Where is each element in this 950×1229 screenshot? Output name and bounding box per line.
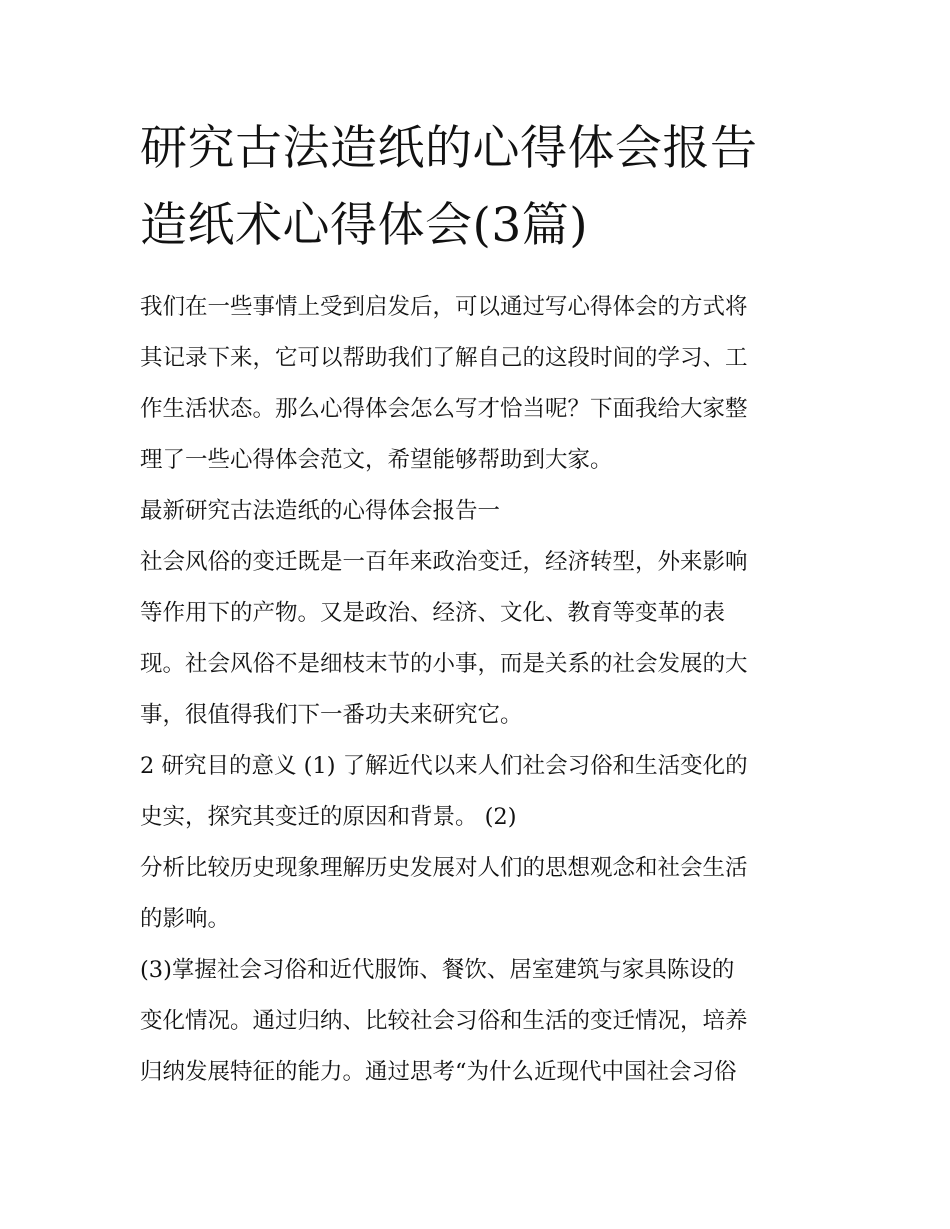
body-line: 现。社会风俗不是细枝末节的小事，而是关系的社会发展的大: [140, 651, 748, 677]
title-line: 研究古法造纸的心得体会报告: [140, 121, 758, 176]
body-line: 史实，探究其变迁的原因和背景。 (2): [140, 804, 517, 830]
body-line: 等作用下的产物。又是政治、经济、文化、教育等变革的表: [140, 600, 726, 626]
body-line: 归纳发展特征的能力。通过思考“为什么近现代中国社会习俗: [140, 1059, 737, 1085]
body-line: 变化情况。通过归纳、比较社会习俗和生活的变迁情况，培养: [140, 1008, 748, 1034]
body-line: 其记录下来，它可以帮助我们了解自己的这段时间的学习、工: [140, 345, 748, 371]
title-line: 造纸术心得体会(3篇): [140, 198, 589, 253]
body-line: 事，很值得我们下一番功夫来研究它。: [140, 702, 523, 728]
body-line: 我们在一些事情上受到启发后，可以通过写心得体会的方式将: [140, 294, 748, 320]
document-body: [140, 282, 812, 1098]
document-page: [140, 110, 812, 1098]
document-title: [140, 110, 812, 264]
body-line: 的影响。: [140, 906, 231, 932]
body-line: (3)掌握社会习俗和近代服饰、餐饮、居室建筑与家具陈设的: [140, 957, 735, 983]
body-line: 作生活状态。那么心得体会怎么写才恰当呢？下面我给大家整: [140, 396, 748, 422]
body-line: 社会风俗的变迁既是一百年来政治变迁，经济转型，外来影响: [140, 549, 748, 575]
body-line: 2 研究目的意义 (1) 了解近代以来人们社会习俗和生活变化的: [140, 753, 748, 779]
body-line: 理了一些心得体会范文，希望能够帮助到大家。: [140, 447, 613, 473]
section-heading: 最新研究古法造纸的心得体会报告一: [140, 498, 501, 524]
body-line: 分析比较历史现象理解历史发展对人们的思想观念和社会生活: [140, 855, 748, 881]
